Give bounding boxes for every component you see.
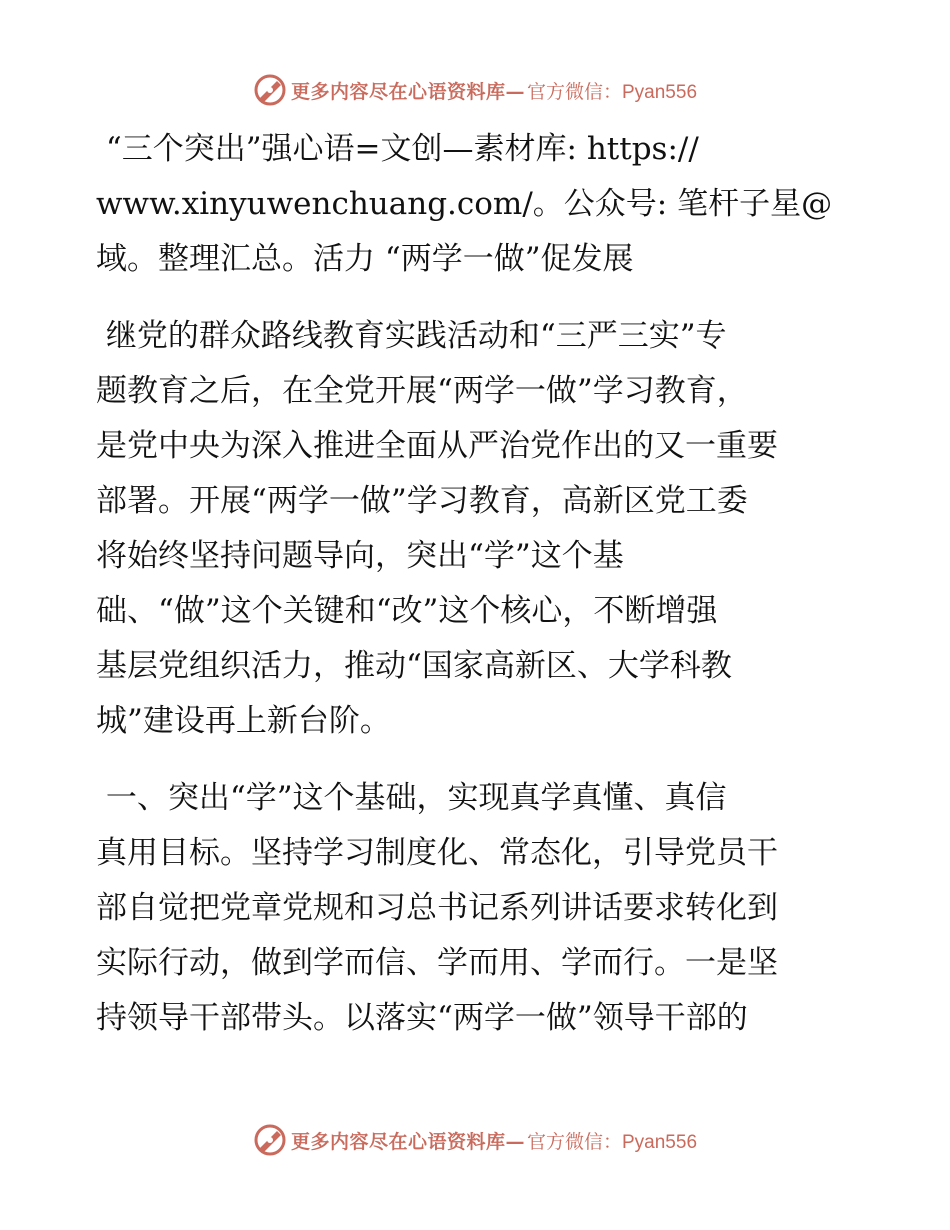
header-watermark bbox=[0, 70, 950, 110]
footer-watermark bbox=[0, 1120, 950, 1160]
pen-logo-icon bbox=[253, 73, 287, 107]
footer-wechat-text: 官方微信：Pyan556 bbox=[527, 1131, 698, 1153]
text-line: 础、“做”这个关键和“改”这个核心，不断增强 bbox=[96, 593, 718, 629]
text-line: 部自觉把党章党规和习总书记系列讲话要求转化到 bbox=[96, 890, 778, 926]
text-line: 域。整理汇总。活力 “两学一做”促发展 bbox=[96, 241, 634, 277]
pen-logo-icon bbox=[253, 1123, 287, 1157]
intro-paragraph bbox=[96, 309, 856, 749]
header-site-text: 更多内容尽在心语资料库— bbox=[290, 80, 525, 103]
text-line: 题教育之后，在全党开展“两学一做”学习教育， bbox=[96, 373, 748, 409]
title-paragraph bbox=[96, 122, 856, 287]
text-line: 部署。开展“两学一做”学习教育，高新区党工委 bbox=[96, 483, 748, 519]
text-line: 城”建设再上新台阶。 bbox=[96, 703, 391, 739]
text-line: 是党中央为深入推进全面从严治党作出的又一重要 bbox=[96, 428, 778, 464]
text-line: www.xinyuwenchuang.com/。公众号: 笔杆子星@ bbox=[96, 186, 833, 222]
section-one-paragraph bbox=[96, 771, 856, 1046]
text-line: 持领导干部带头。以落实“两学一做”领导干部的 bbox=[96, 1000, 748, 1036]
header-wechat-text: 官方微信：Pyan556 bbox=[527, 81, 698, 103]
text-line: 实际行动，做到学而信、学而用、学而行。一是坚 bbox=[96, 945, 778, 981]
text-line: 将始终坚持问题导向，突出“学”这个基 bbox=[96, 538, 624, 574]
text-line: 一、突出“学”这个基础，实现真学真懂、真信 bbox=[96, 780, 727, 816]
text-line: 继党的群众路线教育实践活动和“三严三实”专 bbox=[96, 318, 727, 354]
text-line: 基层党组织活力，推动“国家高新区、大学科教 bbox=[96, 648, 732, 684]
document-body bbox=[96, 122, 856, 1046]
text-line: “三个突出”强心语=文创—素材库: https:// bbox=[96, 131, 699, 167]
footer-site-text: 更多内容尽在心语资料库— bbox=[290, 1130, 525, 1153]
text-line: 真用目标。坚持学习制度化、常态化，引导党员干 bbox=[96, 835, 778, 871]
